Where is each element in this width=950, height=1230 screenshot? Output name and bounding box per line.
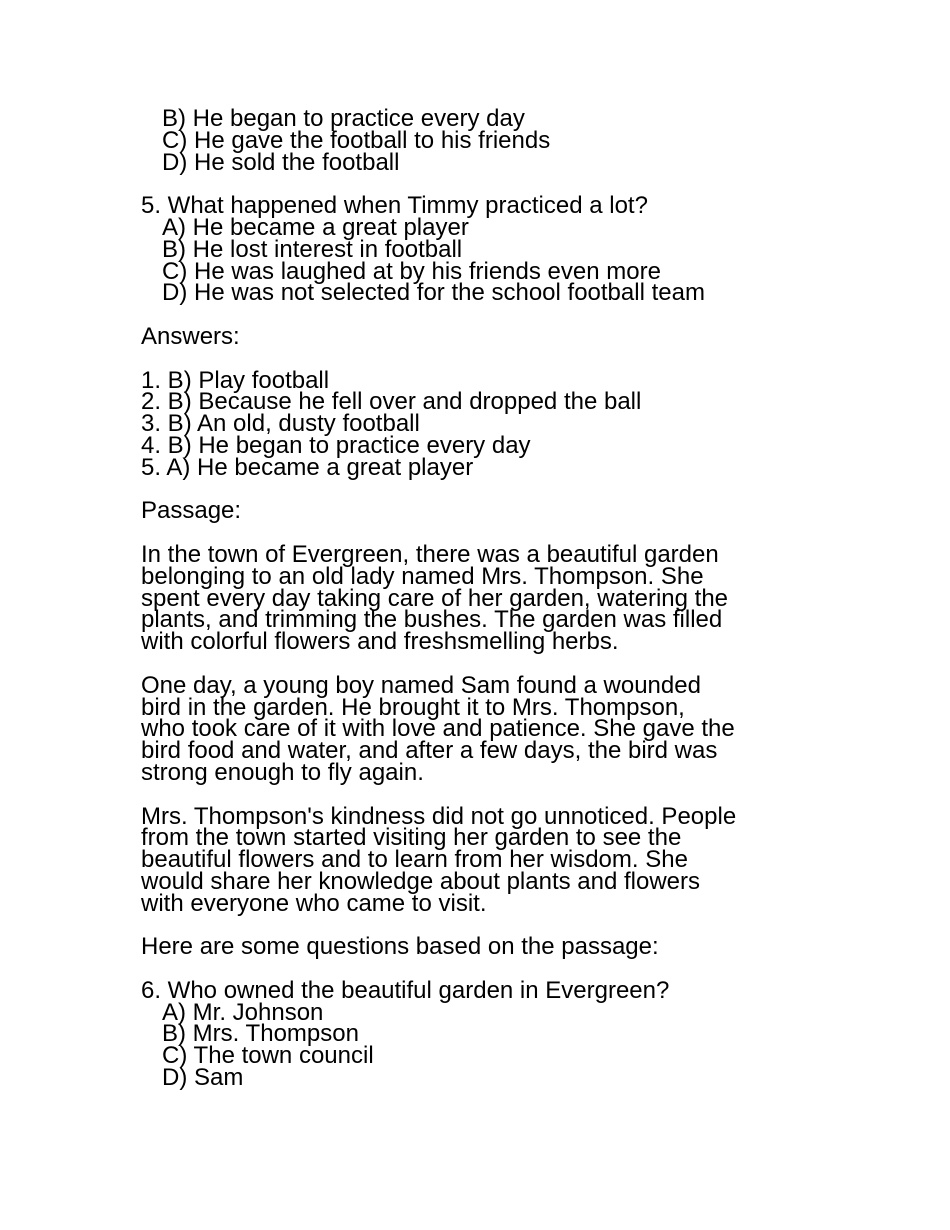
answer-item: 1. B) Play football (141, 366, 330, 394)
question-5-option-b: B) He lost interest in football (162, 235, 463, 263)
question-6-option-a: A) Mr. Johnson (162, 998, 324, 1026)
document-page (141, 105, 841, 1111)
paragraph-line: with colorful flowers and freshsmelling herbs. (141, 628, 619, 656)
question-5 (141, 192, 841, 307)
paragraph-line: plants, and trimming the bushes. The garden was filled (141, 606, 723, 634)
question-6-option-c: C) The town council (162, 1042, 374, 1070)
passage-paragraph-2 (141, 671, 841, 786)
question-6-text: 6. Who owned the beautiful garden in Evergreen? (141, 976, 670, 1004)
passage-paragraph-3 (141, 802, 841, 917)
question-5-option-a: A) He became a great player (162, 213, 469, 241)
question-4-option-b: B) He began to practice every day (162, 105, 525, 132)
passage-heading: Passage: (141, 497, 242, 525)
questions-intro-block (141, 933, 841, 961)
question-6-option-d: D) Sam (162, 1064, 244, 1092)
paragraph-line: would share her knowledge about plants and flowers (141, 867, 701, 895)
answer-item: 2. B) Because he fell over and dropped the ball (141, 388, 642, 416)
question-5-text: 5. What happened when Timmy practiced a lot? (141, 192, 648, 220)
paragraph-line: beautiful flowers and to learn from her wisdom. She (141, 846, 688, 874)
answers-heading: Answers: (141, 322, 240, 350)
question-6 (141, 976, 841, 1092)
passage-paragraph-1 (141, 540, 841, 656)
paragraph-line: bird in the garden. He brought it to Mrs. Thompson, (141, 693, 685, 721)
question-4-option-d: D) He sold the football (162, 148, 400, 176)
paragraph-line: from the town started visiting her garden to see the (141, 824, 682, 852)
answers-list (141, 366, 841, 481)
answer-item: 5. A) He became a great player (141, 453, 474, 481)
paragraph-line: One day, a young boy named Sam found a wounded (141, 671, 701, 699)
passage-heading-block (141, 497, 841, 525)
question-5-option-d: D) He was not selected for the school football team (162, 279, 705, 307)
answers-heading-block (141, 322, 841, 350)
paragraph-line: In the town of Evergreen, there was a beautiful garden (141, 540, 719, 568)
answer-item: 3. B) An old, dusty football (141, 410, 420, 438)
paragraph-line: with everyone who came to visit. (141, 889, 487, 917)
question-4-option-c: C) He gave the football to his friends (162, 126, 551, 154)
paragraph-line: strong enough to fly again. (141, 758, 424, 786)
paragraph-line: Mrs. Thompson's kindness did not go unnoticed. People (141, 802, 737, 830)
paragraph-line: bird food and water, and after a few days, the bird was (141, 737, 718, 765)
answer-item: 4. B) He began to practice every day (141, 431, 531, 459)
paragraph-line: who took care of it with love and patience. She gave the (141, 715, 735, 743)
question-5-option-c: C) He was laughed at by his friends even more (162, 257, 661, 285)
paragraph-line: belonging to an old lady named Mrs. Thompson. She (141, 562, 704, 590)
questions-intro: Here are some questions based on the passage: (141, 933, 659, 961)
question-6-option-b: B) Mrs. Thompson (162, 1020, 359, 1048)
question-4-options (141, 105, 841, 176)
paragraph-line: spent every day taking care of her garden, watering the (141, 584, 729, 612)
